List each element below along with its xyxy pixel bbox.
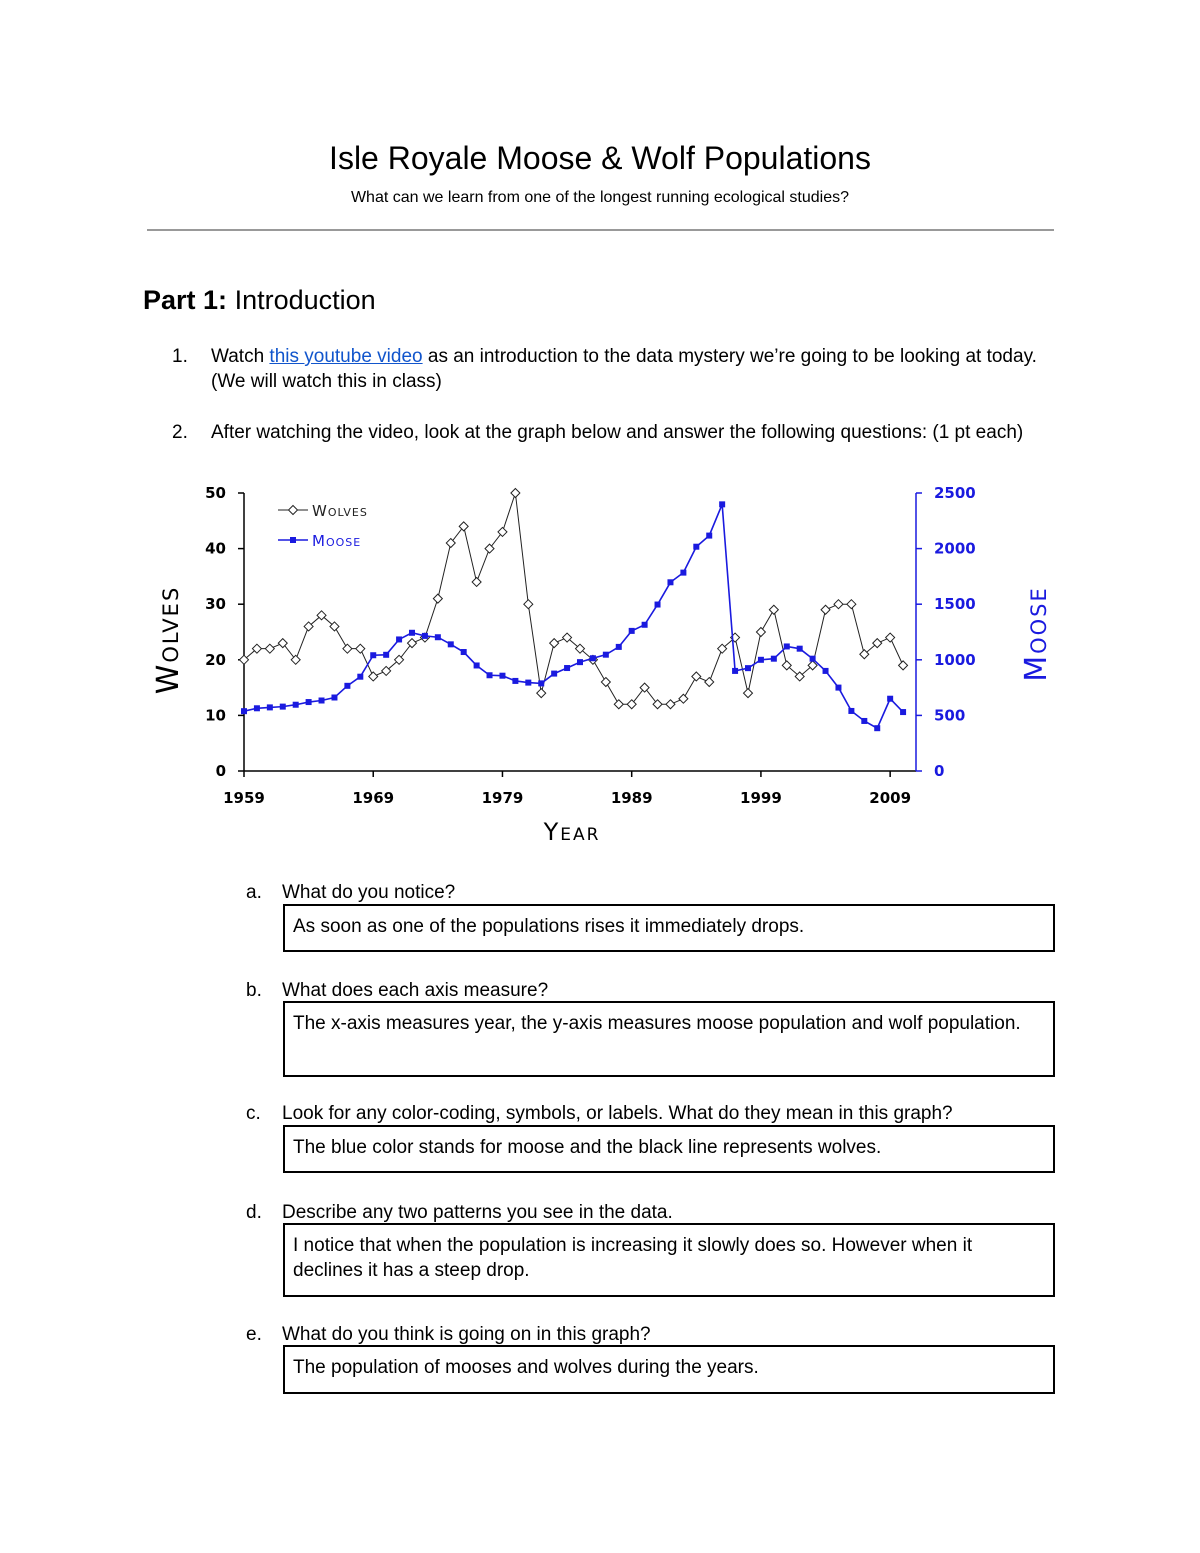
wolves-point <box>627 700 636 709</box>
youtube-video-link[interactable]: this youtube video <box>269 346 423 367</box>
population-chart <box>140 472 1060 852</box>
wolves-point <box>640 683 649 692</box>
moose-point <box>525 680 531 686</box>
moose-point <box>680 570 686 576</box>
wolves-point <box>498 527 507 536</box>
moose-point <box>835 685 841 691</box>
item-text-post: as an introduction to the data mystery we’re going to be looking at today. (We will watch this in class) <box>211 346 1037 392</box>
question-prompt: What do you think is going on in this graph? <box>282 1324 651 1345</box>
wolves-point <box>511 489 520 498</box>
question-c <box>246 1102 953 1126</box>
moose-point <box>344 683 350 689</box>
part-label: Part 1: <box>143 285 228 315</box>
wolves-series <box>240 489 908 709</box>
left-tick-label: 0 <box>215 762 226 780</box>
wolves-point <box>705 678 714 687</box>
moose-point <box>887 696 893 702</box>
question-b <box>246 979 548 1003</box>
page-subtitle: What can we learn from one of the longest running ecological studies? <box>350 189 850 206</box>
moose-point <box>435 634 441 640</box>
right-tick-label: 0 <box>934 762 945 780</box>
wolves-point <box>653 700 662 709</box>
wolves-point <box>666 700 675 709</box>
wolves-point <box>744 689 753 698</box>
answer-box-d[interactable]: I notice that when the population is increasing it slowly does so. However when it declines it has a steep drop. <box>283 1223 1055 1297</box>
question-prompt: What do you notice? <box>282 882 456 903</box>
item-text-pre: Watch <box>211 346 270 367</box>
answer-box-c[interactable]: The blue color stands for moose and the black line represents wolves. <box>283 1125 1055 1173</box>
moose-point <box>280 704 286 710</box>
right-tick-label: 2500 <box>934 484 976 502</box>
moose-point <box>241 708 247 714</box>
x-tick-label: 1979 <box>481 789 524 807</box>
wolves-point <box>472 577 481 586</box>
left-axis-title: Wolves <box>151 585 186 695</box>
wolves-point <box>601 678 610 687</box>
moose-point <box>719 501 725 507</box>
moose-point <box>900 709 906 715</box>
moose-point <box>693 544 699 550</box>
wolves-point <box>356 644 365 653</box>
page-title: Isle Royale Moose & Wolf Populations <box>329 140 871 176</box>
moose-point <box>810 656 816 662</box>
question-letter: c. <box>246 1103 261 1124</box>
wolves-point <box>692 672 701 681</box>
right-tick-label: 500 <box>934 706 966 725</box>
item-number: 2. <box>172 422 188 443</box>
wolves-point <box>265 644 274 653</box>
list-item-1 <box>172 344 1052 396</box>
chart-labels <box>151 484 1054 846</box>
left-tick-label: 40 <box>205 539 226 558</box>
answer-box-e[interactable]: The population of mooses and wolves during the years. <box>283 1345 1055 1394</box>
moose-point <box>655 602 661 608</box>
wolves-point <box>343 644 352 653</box>
moose-point <box>409 630 415 636</box>
moose-point <box>629 628 635 634</box>
section-heading <box>143 285 376 316</box>
right-axis-title: Moose <box>1019 586 1054 682</box>
wolves-point <box>485 544 494 553</box>
question-a <box>246 881 455 905</box>
moose-point <box>797 646 803 652</box>
question-d <box>246 1201 673 1225</box>
question-e <box>246 1323 651 1347</box>
left-tick-label: 30 <box>205 595 226 614</box>
wolves-point <box>756 628 765 637</box>
moose-point <box>848 708 854 714</box>
question-letter: e. <box>246 1324 262 1345</box>
item-number: 1. <box>172 346 188 367</box>
moose-point <box>577 659 583 665</box>
wolves-point <box>550 639 559 648</box>
moose-point <box>642 622 648 628</box>
wolves-point <box>847 600 856 609</box>
left-tick-label: 50 <box>205 484 226 502</box>
moose-point <box>667 579 673 585</box>
legend-moose-marker <box>290 537 296 543</box>
moose-point <box>706 533 712 539</box>
question-prompt: Look for any color-coding, symbols, or labels. What do they mean in this graph? <box>282 1103 953 1124</box>
moose-point <box>538 680 544 686</box>
wolves-point <box>899 661 908 670</box>
left-tick-label: 10 <box>205 706 226 725</box>
wolves-point <box>369 672 378 681</box>
x-tick-label: 1969 <box>352 789 395 807</box>
right-tick-label: 2000 <box>934 539 976 558</box>
moose-point <box>319 697 325 703</box>
x-axis-title: Year <box>543 818 601 846</box>
moose-point <box>616 644 622 650</box>
moose-point <box>784 643 790 649</box>
question-letter: b. <box>246 980 262 1001</box>
question-letter: a. <box>246 882 262 903</box>
moose-point <box>306 699 312 705</box>
legend-moose-label: Moose <box>312 532 362 550</box>
moose-point <box>564 665 570 671</box>
wolves-point <box>459 522 468 531</box>
x-tick-label: 1989 <box>610 789 653 807</box>
wolves-line <box>244 493 903 704</box>
x-tick-label: 2009 <box>869 789 912 807</box>
wolves-point <box>446 539 455 548</box>
wolves-point <box>524 600 533 609</box>
moose-point <box>551 671 557 677</box>
moose-point <box>370 652 376 658</box>
moose-point <box>448 641 454 647</box>
legend-wolves-label: Wolves <box>312 502 368 520</box>
wolves-point <box>408 639 417 648</box>
wolves-point <box>886 633 895 642</box>
moose-point <box>474 662 480 668</box>
moose-point <box>758 657 764 663</box>
moose-point <box>267 704 273 710</box>
moose-point <box>823 668 829 674</box>
item-text: After watching the video, look at the graph below and answer the following questions: (1 pt each) <box>211 422 1024 443</box>
wolves-point <box>291 655 300 664</box>
wolves-point <box>278 639 287 648</box>
answer-box-a[interactable]: As soon as one of the populations rises it immediately drops. <box>283 904 1055 952</box>
wolves-point <box>537 689 546 698</box>
right-tick-label: 1500 <box>934 595 976 614</box>
legend-wolves-marker <box>289 506 298 515</box>
moose-point <box>487 672 493 678</box>
moose-point <box>861 718 867 724</box>
x-tick-label: 1999 <box>740 789 782 807</box>
moose-point <box>512 678 518 684</box>
moose-point <box>732 668 738 674</box>
question-letter: d. <box>246 1202 262 1223</box>
moose-point <box>331 694 337 700</box>
moose-point <box>590 655 596 661</box>
moose-point <box>293 702 299 708</box>
right-tick-label: 1000 <box>934 650 976 669</box>
wolves-point <box>834 600 843 609</box>
list-item-2 <box>172 420 1052 472</box>
moose-point <box>357 674 363 680</box>
wolves-point <box>614 700 623 709</box>
moose-point <box>499 673 505 679</box>
moose-point <box>422 633 428 639</box>
moose-point <box>254 705 260 711</box>
chart-legend <box>278 502 368 550</box>
moose-point <box>603 652 609 658</box>
moose-point <box>461 649 467 655</box>
moose-point <box>383 652 389 658</box>
wolves-point <box>433 594 442 603</box>
moose-point <box>874 725 880 731</box>
wolves-point <box>821 605 830 614</box>
moose-point <box>771 656 777 662</box>
item-text <box>211 344 1051 394</box>
moose-point <box>396 636 402 642</box>
answer-box-b[interactable]: The x-axis measures year, the y-axis measures moose population and wolf population. <box>283 1001 1055 1077</box>
divider <box>147 229 1054 231</box>
part-title: Introduction <box>234 285 376 315</box>
question-prompt: Describe any two patterns you see in the data. <box>282 1202 673 1223</box>
x-tick-label: 1959 <box>223 789 265 807</box>
wolves-point <box>679 694 688 703</box>
question-prompt: What does each axis measure? <box>282 980 549 1001</box>
wolves-point <box>769 605 778 614</box>
moose-point <box>745 665 751 671</box>
left-tick-label: 20 <box>205 650 226 669</box>
